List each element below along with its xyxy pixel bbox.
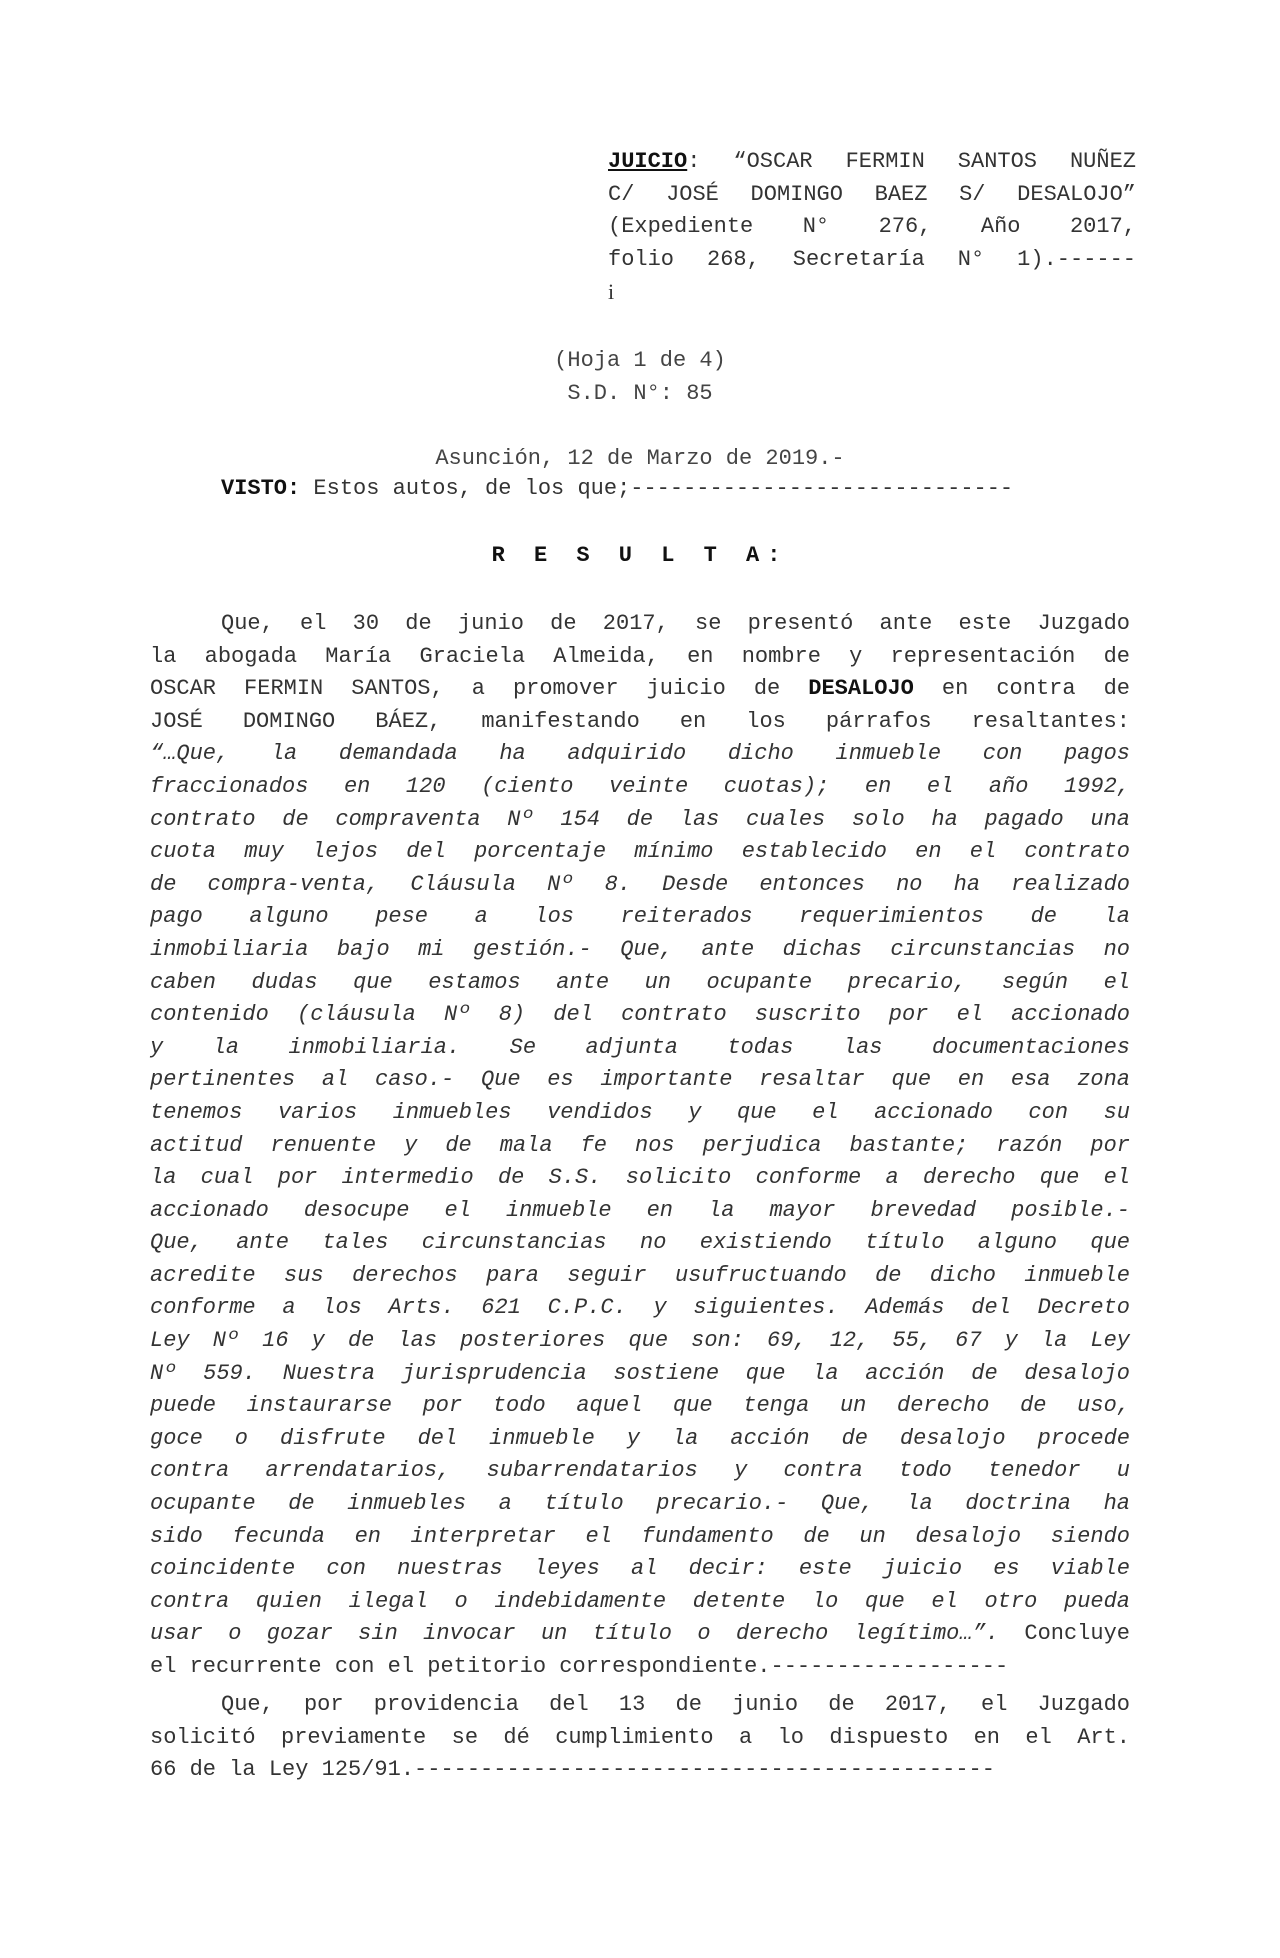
caption-line-1: JUICIO: “OSCAR FERMIN SANTOS NUÑEZ — [608, 149, 1136, 174]
case-caption — [608, 146, 1136, 309]
text-line: cuota muy lejos del porcentaje mínimo establecido en el contrato — [150, 839, 1130, 865]
text-line: de compra-venta, Cláusula Nº 8. Desde entonces no ha realizado — [150, 871, 1130, 897]
text-line — [150, 1618, 1130, 1651]
text-line: tenemos varios inmuebles vendidos y que el accionado con su — [150, 1099, 1130, 1125]
text-line: contra arrendatarios, subarrendatarios y contra todo tenedor u — [150, 1458, 1130, 1484]
emphasis-text: DESALOJO — [808, 676, 914, 702]
text-line: Que, por providencia del 13 de junio de 2017, el Juzgado — [221, 1692, 1130, 1717]
caption-line-4: folio 268, Secretaría N° 1).------ — [608, 246, 1136, 272]
text-line: Que, el 30 de junio de 2017, se presentó ante este Juzgado — [221, 611, 1130, 636]
text-line: solicitó previamente se dé cumplimiento a lo dispuesto en el Art. — [150, 1724, 1130, 1750]
text-line: Ley Nº 16 y de las posteriores que son: 69, 12, 55, 67 y la Ley — [150, 1328, 1130, 1354]
caption-line-3: (Expediente N° 276, Año 2017, — [608, 214, 1136, 239]
text-line: conforme a los Arts. 621 C.P.C. y siguientes. Además del Decreto — [150, 1295, 1130, 1321]
text-line: y la inmobiliaria. Se adjunta todas las documentaciones — [150, 1034, 1130, 1060]
resulta-heading: R E S U L T A: — [491, 543, 789, 568]
text-line: puede instaurarse por todo aquel que tenga un derecho de uso, — [150, 1393, 1130, 1419]
text-line: goce o disfrute del inmueble y la acción de desalojo procede — [150, 1425, 1130, 1451]
text-line: 66 de la Ley 125/91.-------------------------------------------- — [150, 1757, 995, 1783]
text-line: coincidente con nuestras leyes al decir: este juicio es viable — [150, 1556, 1130, 1582]
text-line: Nº 559. Nuestra jurisprudencia sostiene que la acción de desalojo — [150, 1360, 1130, 1386]
text-line: acredite sus derechos para seguir usufructuando de dicho inmueble — [150, 1262, 1130, 1288]
visto-text: Estos autos, de los que;----------------------------- — [300, 476, 1014, 501]
text-line: contrato de compraventa Nº 154 de las cuales solo ha pagado una — [150, 806, 1130, 832]
text-line: la cual por intermedio de S.S. solicito conforme a derecho que el — [150, 1165, 1130, 1191]
text-line: sido fecunda en interpretar el fundamento de un desalojo siendo — [150, 1523, 1130, 1549]
text-line: actitud renuente y de mala fe nos perjudica bastante; razón por — [150, 1132, 1130, 1158]
caption-line-2: C/ JOSÉ DOMINGO BAEZ S/ DESALOJO” — [608, 181, 1136, 207]
text-line — [150, 673, 1130, 706]
text-line: contenido (cláusula Nº 8) del contrato suscrito por el accionado — [150, 1002, 1130, 1028]
text-line: el recurrente con el petitorio correspondiente.------------------ — [150, 1654, 1009, 1679]
text-line: “…Que, la demandada ha adquirido dicho inmueble con pagos — [150, 741, 1130, 767]
text-line: Que, ante tales circunstancias no existiendo título alguno que — [150, 1230, 1130, 1256]
text-run: Concluye — [998, 1621, 1130, 1647]
text-line: la abogada María Graciela Almeida, en nombre y representación de — [150, 643, 1130, 669]
text-run: en contra de — [913, 676, 1130, 702]
visto-label: VISTO: — [221, 476, 301, 501]
caption-label: JUICIO — [608, 149, 688, 174]
visto-line — [221, 476, 1131, 501]
text-run: OSCAR FERMIN SANTOS, a promover juicio de — [150, 676, 809, 702]
text-line: accionado desocupe el inmueble en la mayor brevedad posible.- — [150, 1197, 1130, 1223]
quote-text: usar o gozar sin invocar un título o derecho legítimo…”. — [150, 1621, 999, 1647]
paragraph-1 — [150, 608, 1130, 1684]
text-line: JOSÉ DOMINGO BÁEZ, manifestando en los párrafos resaltantes: — [150, 708, 1130, 734]
text-line: pago alguno pese a los reiterados requerimientos de la — [150, 904, 1130, 930]
text-line: fraccionados en 120 (ciento veinte cuotas); en el año 1992, — [150, 773, 1130, 799]
sd-number: S.D. N°: 85 — [567, 381, 713, 406]
paragraph-2 — [150, 1689, 1130, 1787]
caption-line-5: i — [608, 279, 615, 304]
text-line: inmobiliaria bajo mi gestión.- Que, ante dichas circunstancias no — [150, 936, 1130, 962]
text-line: ocupante de inmuebles a título precario.- Que, la doctrina ha — [150, 1491, 1130, 1517]
text-line: caben dudas que estamos ante un ocupante precario, según el — [150, 969, 1130, 995]
date-line: Asunción, 12 de Marzo de 2019.- — [435, 446, 845, 471]
text-line: contra quien ilegal o indebidamente detente lo que el otro pueda — [150, 1588, 1130, 1614]
text-line: pertinentes al caso.- Que es importante resaltar que en esa zona — [150, 1067, 1130, 1093]
sheet-indicator: (Hoja 1 de 4) — [554, 348, 726, 373]
